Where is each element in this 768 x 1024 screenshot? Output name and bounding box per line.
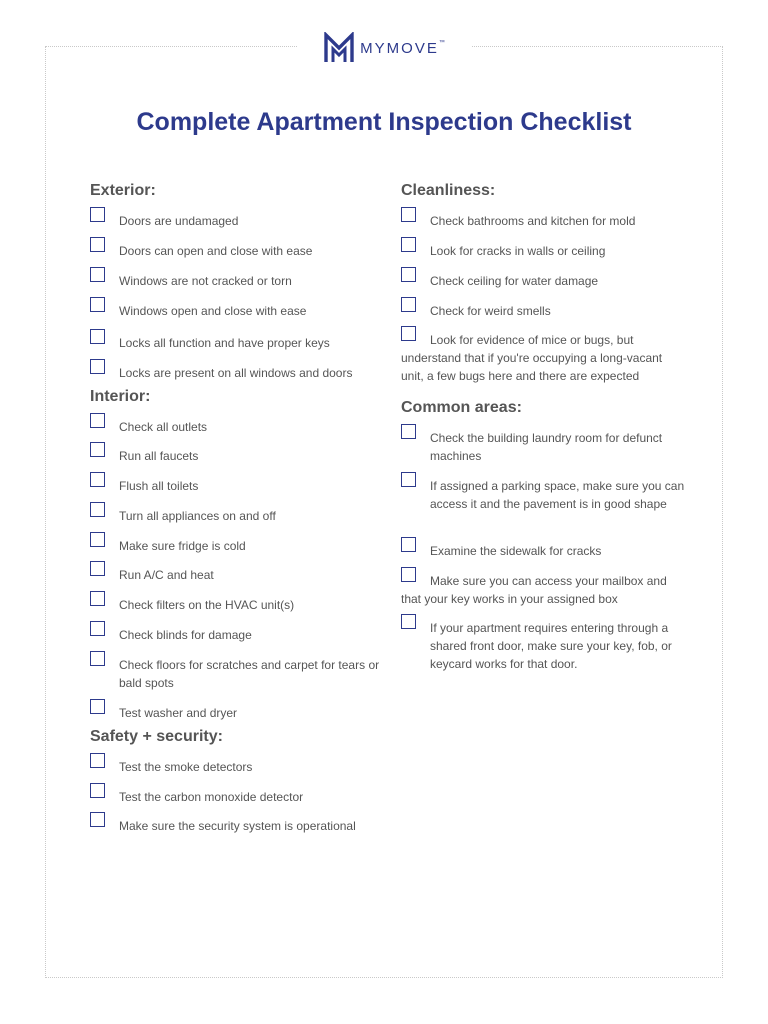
checkbox[interactable] xyxy=(90,329,105,344)
checklist-item[interactable]: Check filters on the HVAC unit(s) xyxy=(90,596,380,626)
interior-list xyxy=(90,418,380,724)
section-heading-common-areas: Common areas: xyxy=(401,399,522,416)
checklist-item[interactable]: Turn all appliances on and off xyxy=(90,507,380,537)
checkbox[interactable] xyxy=(401,207,416,222)
checklist-item[interactable]: Test the carbon monoxide detector xyxy=(90,788,380,817)
checklist-item[interactable]: Locks are present on all windows and doors xyxy=(90,364,380,384)
checkbox[interactable] xyxy=(401,567,416,582)
checkbox[interactable] xyxy=(90,812,105,827)
checkbox[interactable] xyxy=(90,359,105,374)
checklist-item[interactable]: Check ceiling for water damage xyxy=(401,272,686,302)
checkbox[interactable] xyxy=(90,561,105,576)
checkbox[interactable] xyxy=(90,783,105,798)
checklist-item[interactable]: Check all outlets xyxy=(90,418,380,447)
checklist-item[interactable]: Windows are not cracked or torn xyxy=(90,272,380,302)
checkbox[interactable] xyxy=(401,326,416,341)
checkbox[interactable] xyxy=(401,614,416,629)
checklist-item[interactable]: Run A/C and heat xyxy=(90,566,380,596)
mymove-m-logo-icon xyxy=(324,32,354,64)
checkbox[interactable] xyxy=(90,502,105,517)
checkbox[interactable] xyxy=(90,237,105,252)
checkbox[interactable] xyxy=(90,207,105,222)
right-column xyxy=(401,180,686,679)
checkbox[interactable] xyxy=(401,472,416,487)
checklist-item[interactable]: Run all faucets xyxy=(90,447,380,477)
checklist-item[interactable]: Make sure the security system is operational xyxy=(90,817,380,837)
checkbox[interactable] xyxy=(90,753,105,768)
checklist-item[interactable]: Make sure you can access your mailbox and that your key works in your assigned box xyxy=(401,572,686,619)
checklist-item[interactable]: Flush all toilets xyxy=(90,477,380,507)
checklist-item[interactable]: Look for evidence of mice or bugs, but understand that if you're occupying a long-vacant unit, a few bugs here and there are expected xyxy=(401,331,686,391)
checkbox[interactable] xyxy=(90,532,105,547)
safety-list xyxy=(90,758,380,837)
common-areas-list xyxy=(401,429,686,679)
brand-logo xyxy=(297,28,472,68)
section-heading-interior: Interior: xyxy=(90,388,151,405)
checklist-item[interactable]: Locks all function and have proper keys xyxy=(90,334,380,364)
section-heading-safety: Safety + security: xyxy=(90,728,223,745)
checkbox[interactable] xyxy=(401,267,416,282)
checkbox[interactable] xyxy=(401,297,416,312)
checklist-item[interactable]: Make sure fridge is cold xyxy=(90,537,380,566)
checklist-item[interactable]: Test the smoke detectors xyxy=(90,758,380,788)
left-column xyxy=(90,180,380,837)
checkbox[interactable] xyxy=(90,591,105,606)
checklist-item[interactable]: Check bathrooms and kitchen for mold xyxy=(401,212,686,242)
checkbox[interactable] xyxy=(90,699,105,714)
checklist-item[interactable]: Check the building laundry room for defunct machines xyxy=(401,429,686,477)
checkbox[interactable] xyxy=(90,413,105,428)
checklist-item[interactable]: Doors are undamaged xyxy=(90,212,380,242)
checkbox[interactable] xyxy=(401,237,416,252)
checklist-item[interactable]: Check blinds for damage xyxy=(90,626,380,656)
page-title: Complete Apartment Inspection Checklist xyxy=(136,108,632,136)
checkbox[interactable] xyxy=(90,621,105,636)
checklist-item[interactable]: If assigned a parking space, make sure you can access it and the pavement is in good shape xyxy=(401,477,686,542)
section-heading-cleanliness: Cleanliness: xyxy=(401,182,496,199)
brand-name: MYMOVE™ xyxy=(360,39,445,57)
checklist-item[interactable]: If your apartment requires entering through a shared front door, make sure your key, fob, or keycard works for that door. xyxy=(401,619,686,679)
checklist-item[interactable]: Examine the sidewalk for cracks xyxy=(401,542,686,572)
cleanliness-list xyxy=(401,212,686,391)
checkbox[interactable] xyxy=(90,651,105,666)
checklist-item[interactable]: Test washer and dryer xyxy=(90,704,380,724)
checkbox[interactable] xyxy=(401,424,416,439)
checklist-item[interactable]: Windows open and close with ease xyxy=(90,302,380,334)
checklist-item[interactable]: Look for cracks in walls or ceiling xyxy=(401,242,686,272)
checklist-item[interactable]: Doors can open and close with ease xyxy=(90,242,380,272)
checkbox[interactable] xyxy=(90,442,105,457)
checkbox[interactable] xyxy=(90,267,105,282)
checkbox[interactable] xyxy=(90,472,105,487)
trademark-mark: ™ xyxy=(438,39,445,46)
checklist-item[interactable]: Check for weird smells xyxy=(401,302,686,331)
section-heading-exterior: Exterior: xyxy=(90,182,156,199)
checklist-item[interactable]: Check floors for scratches and carpet for tears or bald spots xyxy=(90,656,380,704)
exterior-list xyxy=(90,212,380,384)
checkbox[interactable] xyxy=(90,297,105,312)
checkbox[interactable] xyxy=(401,537,416,552)
